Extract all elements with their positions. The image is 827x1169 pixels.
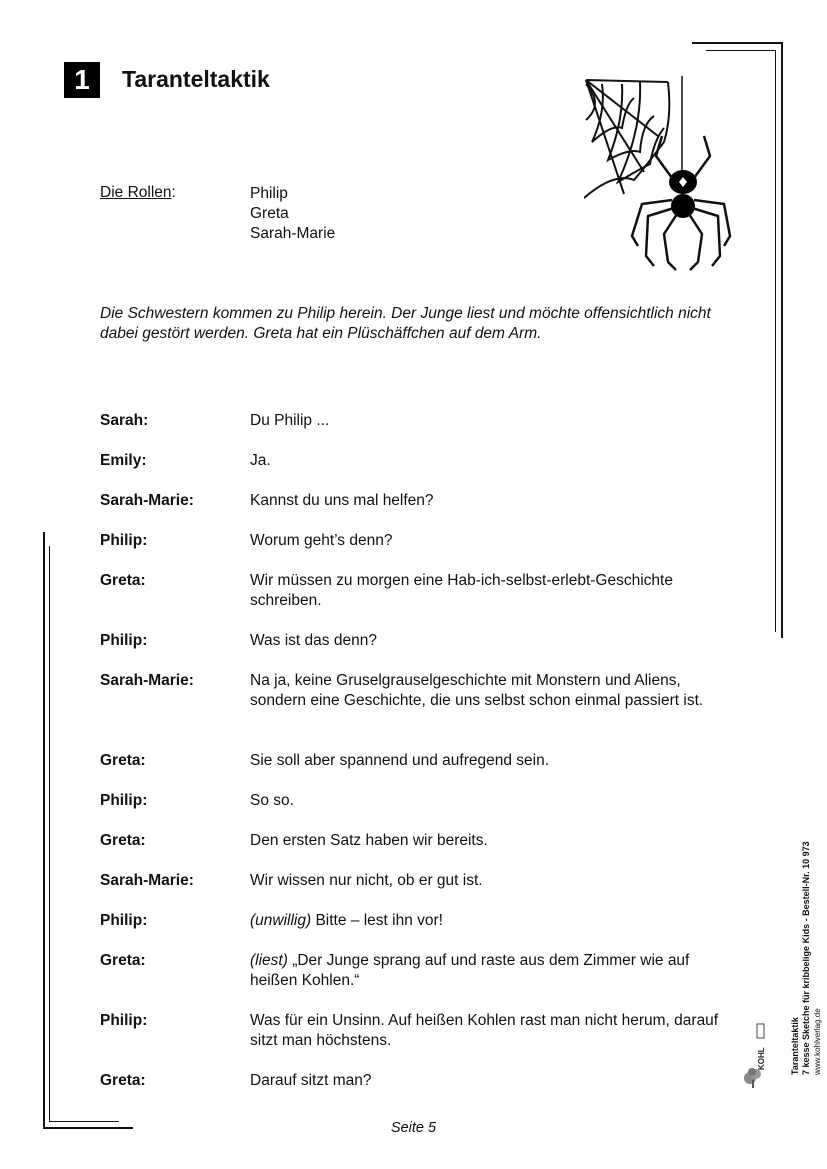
speech-text: Wir wissen nur nicht, ob er gut ist.: [250, 872, 483, 889]
speech-text: Ja.: [250, 452, 271, 469]
speaker-name: Philip:: [100, 792, 148, 809]
role-name: Sarah-Marie: [250, 225, 336, 242]
chapter-title: Taranteltaktik: [122, 66, 270, 92]
speaker-name: Greta:: [100, 752, 146, 769]
spider-icon: [632, 76, 730, 270]
publisher-name: KOHL: [757, 1047, 766, 1070]
speaker-name: Sarah-Marie:: [100, 872, 194, 889]
stage-direction: (unwillig): [250, 912, 312, 929]
speech-text: Kannst du uns mal helfen?: [250, 492, 434, 509]
speaker-name: Greta:: [100, 572, 146, 589]
role-name: Greta: [250, 205, 289, 222]
speaker-name: Philip:: [100, 532, 148, 549]
speech-text: Was für ein Unsinn. Auf heißen Kohlen rast man nicht herum, darauf sitzt man höchstens.: [250, 1012, 719, 1049]
speech-content: „Der Junge sprang auf und raste aus dem Zimmer wie auf heißen Kohlen.“: [250, 952, 690, 989]
frame-left-line-inner: [49, 546, 50, 1121]
speaker-name: Sarah-Marie:: [100, 672, 194, 689]
spider-illustration: [584, 76, 734, 272]
speech-text: [250, 951, 730, 991]
speaker-name: Philip:: [100, 1012, 148, 1029]
side-info-title: Taranteltaktik: [790, 1017, 800, 1075]
frame-right-line-inner: [775, 50, 776, 632]
speech-text: Worum geht’s denn?: [250, 532, 393, 549]
speaker-name: Greta:: [100, 832, 146, 849]
publisher-logo-icon: [742, 1020, 766, 1090]
frame-right-line-outer: [781, 42, 783, 638]
speech-text: Was ist das denn?: [250, 632, 377, 649]
speech-text: So so.: [250, 792, 294, 809]
frame-top-line-outer: [692, 42, 782, 44]
speaker-name: Sarah-Marie:: [100, 492, 194, 509]
roles-label: [100, 184, 176, 202]
spider-web-icon: [584, 80, 669, 198]
roles-label-colon: :: [171, 184, 176, 201]
speaker-name: Emily:: [100, 452, 147, 469]
roles-list: [250, 184, 335, 244]
side-info: [790, 841, 823, 1075]
speech-text: [250, 911, 730, 931]
speaker-name: Philip:: [100, 632, 148, 649]
page-number: Seite 5: [390, 1120, 437, 1136]
roles-label-text: Die Rollen: [100, 184, 172, 201]
speaker-name: Sarah:: [100, 412, 149, 429]
chapter-number: 1: [64, 62, 100, 98]
role-name: Philip: [250, 185, 288, 202]
speech-text: Darauf sitzt man?: [250, 1072, 372, 1089]
frame-top-line-inner: [706, 50, 776, 51]
speech-text: Wir müssen zu morgen eine Hab-ich-selbst-erlebt-Geschichte schreiben.: [250, 572, 673, 609]
frame-left-line-outer: [43, 532, 45, 1129]
speaker-name: Greta:: [100, 1072, 146, 1089]
stage-direction-intro: Die Schwestern kommen zu Philip herein. Der Junge liest und möchte offensichtlich nicht dabei gestört werden. Greta hat ein Plüschäffchen auf dem Arm.: [100, 305, 711, 342]
speaker-name: Philip:: [100, 912, 148, 929]
speech-content: Bitte – lest ihn vor!: [315, 912, 443, 929]
side-info-series: 7 kesse Sketche für kribbelige Kids - Bestell-Nr. 10 973: [801, 841, 811, 1075]
speech-text: Sie soll aber spannend und aufregend sein.: [250, 752, 550, 769]
speaker-name: Greta:: [100, 952, 146, 969]
speech-text: Den ersten Satz haben wir bereits.: [250, 832, 488, 849]
speech-text: Na ja, keine Gruselgrauselgeschichte mit Monstern und Aliens, sondern eine Geschichte, die uns selbst schon einmal passiert ist.: [250, 672, 704, 709]
side-info-url: www.kohlverlag.de: [813, 1008, 822, 1075]
speech-text: Du Philip ...: [250, 412, 330, 429]
stage-direction: (liest): [250, 952, 288, 969]
